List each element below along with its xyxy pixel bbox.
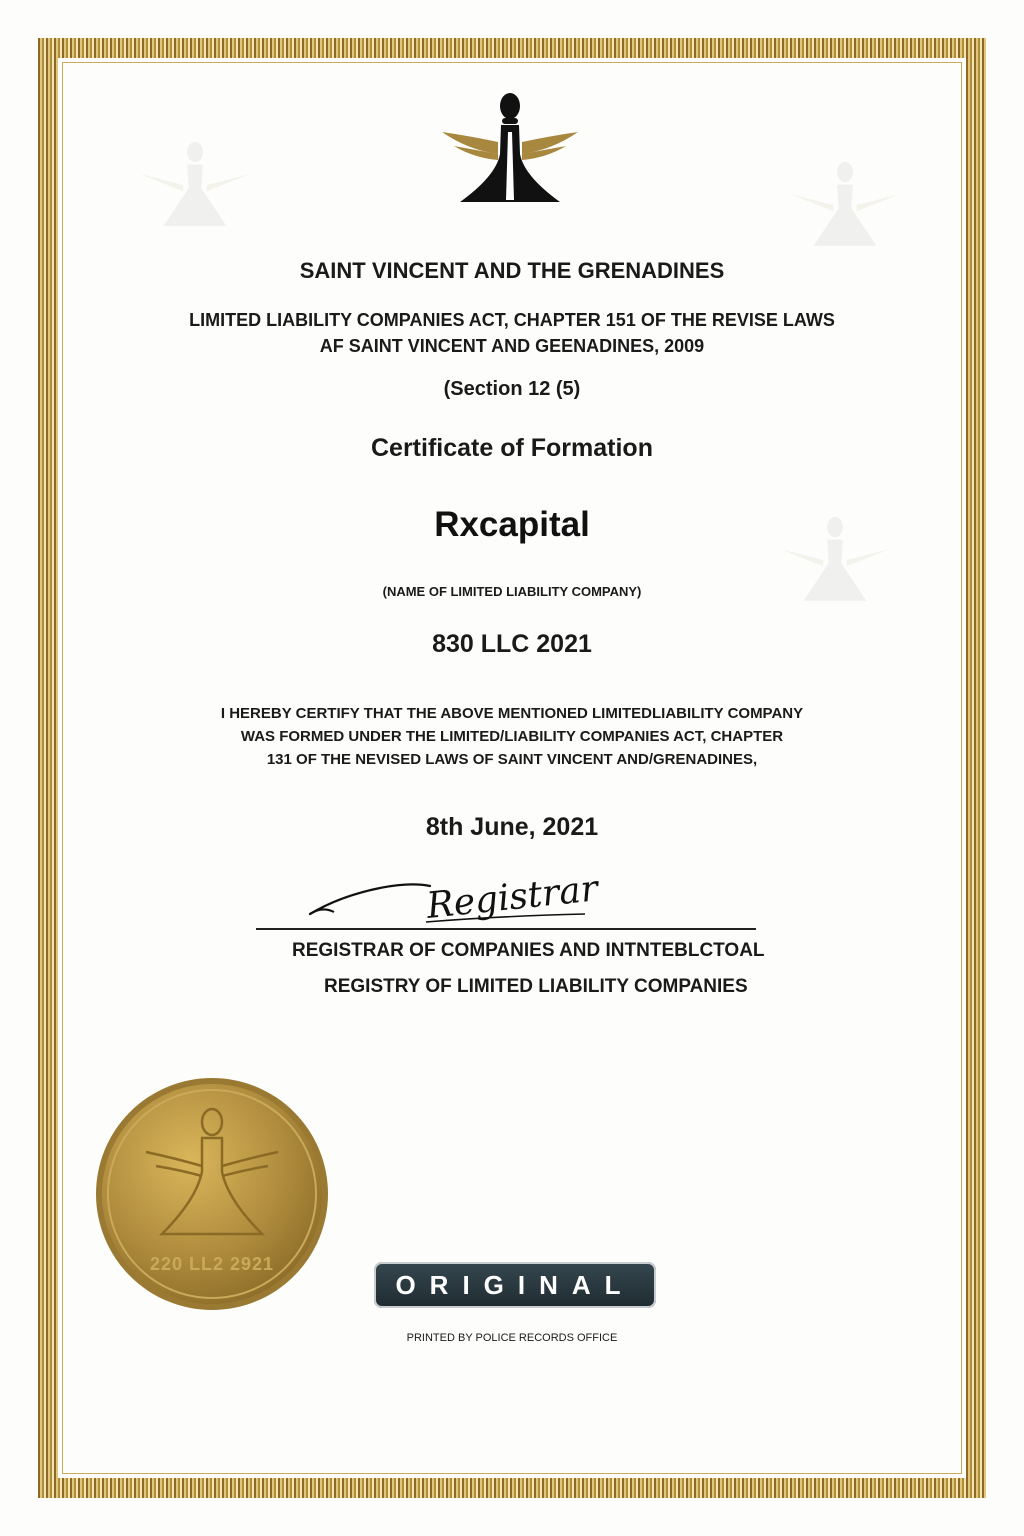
- registrar-signature: [300, 866, 630, 936]
- seal-text: 220 LL2 2921: [149, 1254, 275, 1274]
- printed-by-footer: PRINTED BY POLICE RECORDS OFFICE: [406, 1332, 618, 1344]
- registration-number: 830 LLC 2021: [432, 630, 592, 658]
- signature-line: [256, 928, 756, 930]
- statement-line: 131 OF THE NEVISED LAWS OF SAINT VINCENT AND/GRENADINES,: [266, 751, 758, 768]
- act-reference-line-2: AF SAINT VINCENT AND GEENADINES, 2009: [319, 336, 705, 356]
- watermark-emblem-icon: [790, 160, 900, 250]
- statement-line: WAS FORMED UNDER THE LIMITED/LIABILITY COMPANIES ACT, CHAPTER: [240, 728, 784, 745]
- certificate-title: Certificate of Formation: [371, 434, 653, 462]
- statement-line: I HEREBY CERTIFY THAT THE ABOVE MENTIONED LIMITEDLIABILITY COMPANY: [220, 705, 804, 722]
- issue-date: 8th June, 2021: [425, 813, 599, 841]
- svg-text:Registrar: Registrar: [424, 868, 600, 927]
- original-stamp: ORIGINAL: [374, 1262, 656, 1308]
- watermark-emblem-icon: [140, 140, 250, 230]
- company-name: Rxcapital: [434, 505, 590, 544]
- company-name-caption: (NAME OF LIMITED LIABILITY COMPANY): [382, 584, 642, 599]
- registrar-title-line-2: REGISTRY OF LIMITED LIABILITY COMPANIES: [324, 976, 748, 997]
- certification-statement: [62, 702, 962, 771]
- act-reference-line-1: LIMITED LIABILITY COMPANIES ACT, CHAPTER 151 OF THE REVISE LAWS: [189, 310, 835, 330]
- section-reference: (Section 12 (5): [443, 378, 581, 400]
- national-emblem-icon: [440, 92, 580, 204]
- registrar-title-line-1: REGISTRAR OF COMPANIES AND INTNTEBLCTOAL: [292, 940, 765, 961]
- gold-seal: [94, 1076, 330, 1312]
- country-heading: SAINT VINCENT AND THE GRENADINES: [299, 258, 725, 283]
